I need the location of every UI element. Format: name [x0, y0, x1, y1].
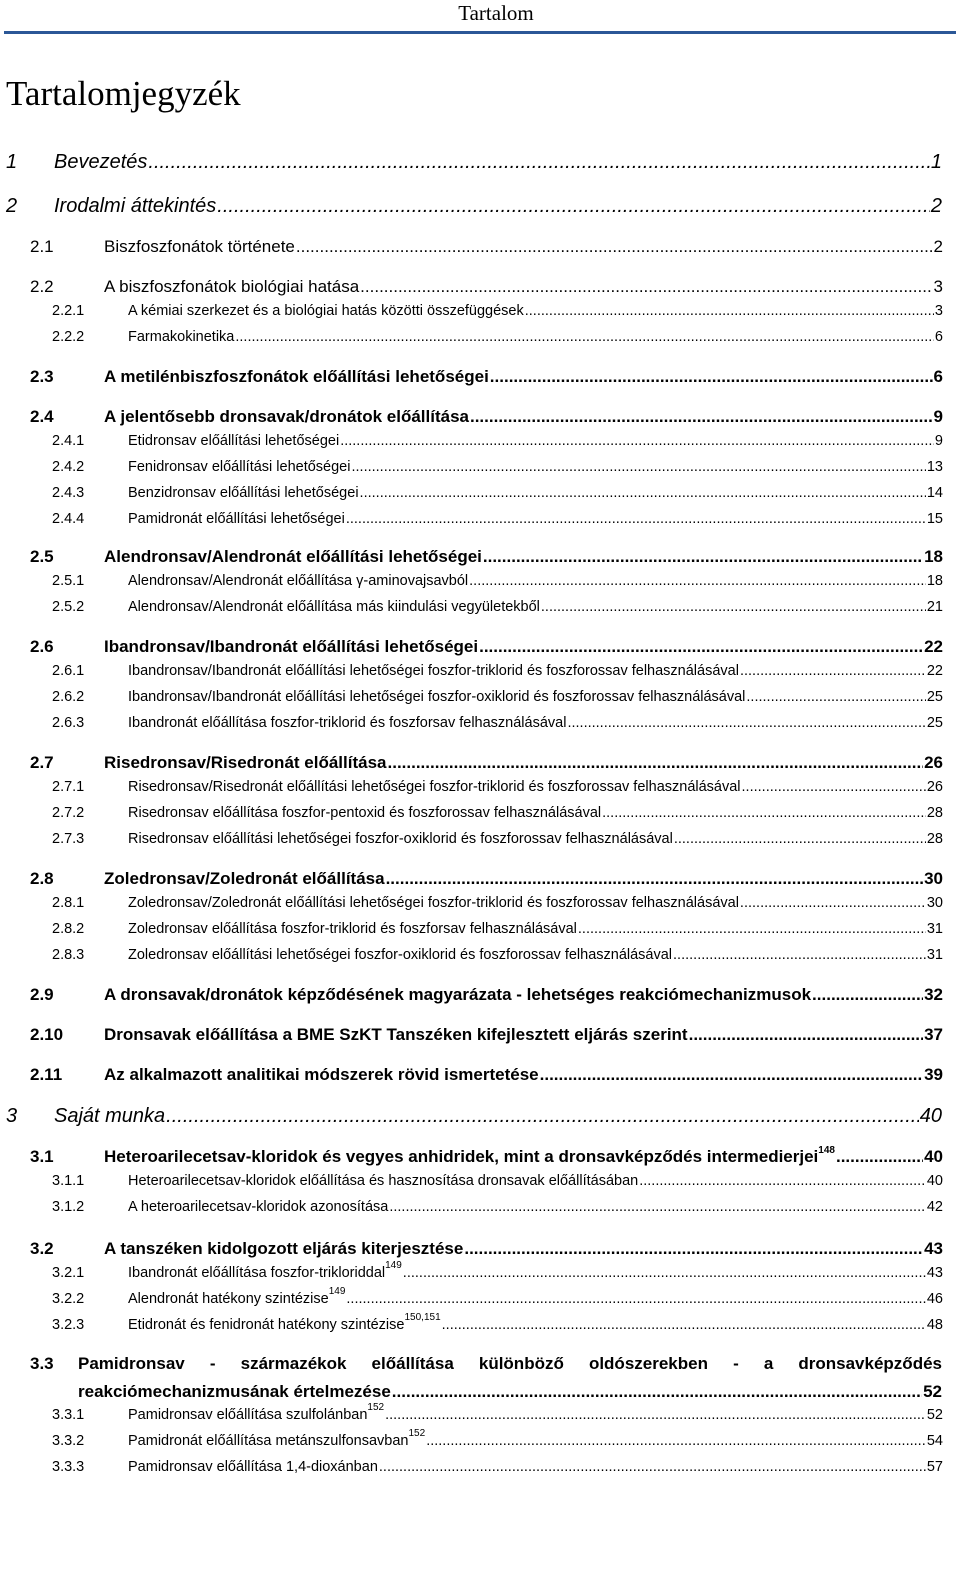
- toc-number: 3.2.3: [52, 1317, 85, 1333]
- toc-entry[interactable]: [0, 752, 960, 774]
- toc-title: Zoledronsav előállítása foszfor-triklorid és foszforsav felhasználásával: [128, 921, 577, 937]
- toc-title: Heteroarilecetsav-kloridok előállítása és hasznosítása dronsavak előállításában: [128, 1173, 639, 1189]
- toc-page-number: 1: [930, 151, 942, 173]
- toc-number: 2: [6, 195, 18, 217]
- toc-title: Risedronsav előállítási lehetőségei foszfor-oxiklorid és foszforossav felhasználásával: [128, 831, 673, 847]
- citation-superscript: 152: [408, 1428, 426, 1439]
- toc-number: 2.6.3: [52, 715, 85, 731]
- toc-entry[interactable]: [0, 406, 960, 428]
- toc-entry[interactable]: [0, 150, 960, 174]
- dot-leader: [379, 1458, 926, 1476]
- toc-page-number: 22: [924, 637, 943, 656]
- toc-title: A tanszéken kidolgozott eljárás kiterjesztése: [104, 1239, 464, 1258]
- toc-entry[interactable]: [0, 276, 960, 298]
- toc-number: 2.4.3: [52, 485, 85, 501]
- toc-page-number: 25: [926, 689, 943, 705]
- toc-number: 3.3.3: [52, 1459, 85, 1475]
- dot-leader: [340, 432, 934, 450]
- dot-leader: [386, 868, 924, 890]
- toc-entry[interactable]: [0, 1198, 960, 1216]
- toc-number: 2.5.1: [52, 573, 85, 589]
- dot-leader: [479, 636, 923, 658]
- toc-page-number: 3: [934, 303, 943, 319]
- toc-title: Risedronsav/Risedronát előállítási lehetőségei foszfor-triklorid és foszforossav felhasználásával: [128, 779, 741, 795]
- toc-number: 3.2.2: [52, 1291, 85, 1307]
- toc-entry[interactable]: [0, 894, 960, 912]
- toc-entry[interactable]: [0, 868, 960, 890]
- dot-leader: [470, 406, 933, 428]
- document-title: Tartalomjegyzék: [6, 74, 241, 113]
- toc-title: A heteroarilecetsav-kloridok azonosítása: [128, 1199, 389, 1215]
- toc-page-number: 6: [934, 329, 943, 345]
- toc-title: Pamidronsav - származékok előállítása különböző oldószerekben - a dronsavképződés: [78, 1354, 942, 1373]
- toc-title: Etidronsav előállítási lehetőségei: [128, 433, 340, 449]
- toc-entry[interactable]: [0, 920, 960, 938]
- toc-page-number: 54: [926, 1433, 943, 1449]
- toc-page-number: 37: [924, 1025, 943, 1044]
- toc-number: 2.1: [30, 237, 54, 256]
- dot-leader: [567, 714, 925, 732]
- toc-number: 3.3.2: [52, 1433, 85, 1449]
- toc-number: 2.2.1: [52, 303, 85, 319]
- dot-leader: [639, 1172, 926, 1190]
- toc-entry[interactable]: [0, 1238, 960, 1260]
- dot-leader: [389, 1198, 926, 1216]
- toc-entry[interactable]: [0, 328, 960, 346]
- toc-title: Alendronsav/Alendronát előállítása más kiindulási vegyületekből: [128, 599, 540, 615]
- toc-number: 3.1: [30, 1147, 54, 1166]
- dot-leader: [296, 236, 933, 258]
- toc-title: A biszfoszfonátok biológiai hatása: [104, 277, 360, 296]
- dot-leader: [836, 1146, 923, 1168]
- toc-title: Alendronát hatékony szintézise: [128, 1291, 329, 1307]
- toc-page-number: 28: [926, 805, 943, 821]
- dot-leader: [742, 778, 926, 796]
- dot-leader: [385, 1406, 926, 1424]
- toc-title: Saját munka: [54, 1105, 166, 1127]
- toc-title: Ibandronát előállítása foszfor-triklorid és foszforsav felhasználásával: [128, 715, 567, 731]
- toc-title: Alendronsav/Alendronát előállítása γ-aminovajsavból: [128, 573, 469, 589]
- dot-leader: [746, 688, 925, 706]
- toc-number: 2.6: [30, 637, 54, 656]
- toc-number: 2.4.4: [52, 511, 85, 527]
- toc-page-number: 28: [926, 831, 943, 847]
- toc-number: 2.11: [30, 1065, 63, 1084]
- toc-entry[interactable]: [0, 688, 960, 706]
- toc-page-number: 22: [926, 663, 943, 679]
- toc-number: 2.5: [30, 547, 54, 566]
- dot-leader: [217, 194, 930, 218]
- dot-leader: [490, 366, 933, 388]
- toc-number: 2.10: [30, 1025, 64, 1044]
- dot-leader: [148, 150, 929, 174]
- toc-number: 3: [6, 1105, 18, 1127]
- toc-page-number: 9: [934, 433, 943, 449]
- toc-page-number: 15: [926, 511, 943, 527]
- toc-number: 2.3: [30, 367, 54, 386]
- dot-leader: [740, 894, 926, 912]
- toc-title: Pamidronát előállítási lehetőségei: [128, 511, 345, 527]
- toc-title: Ibandronát előállítása foszfor-trikloriddal: [128, 1265, 386, 1281]
- toc-page-number: 2: [933, 237, 943, 256]
- toc-title: Bevezetés: [54, 151, 148, 173]
- toc-title: Risedronsav előállítása foszfor-pentoxid és foszforossav felhasználásával: [128, 805, 602, 821]
- toc-number: 2.8: [30, 869, 54, 888]
- dot-leader: [578, 920, 926, 938]
- toc-page-number: 42: [926, 1199, 943, 1215]
- dot-leader: [426, 1432, 926, 1450]
- dot-leader: [740, 662, 926, 680]
- dot-leader: [403, 1264, 926, 1282]
- toc-entry[interactable]: [0, 1260, 960, 1282]
- toc-number: 3.2.1: [52, 1265, 85, 1281]
- dot-leader: [689, 1024, 923, 1046]
- toc-number: 2.8.2: [52, 921, 85, 937]
- toc-entry[interactable]: [0, 804, 960, 822]
- citation-superscript: 149: [328, 1286, 346, 1297]
- toc-title: A metilénbiszfoszfonátok előállítási lehetőségei: [104, 367, 489, 386]
- citation-superscript: 150,151: [404, 1312, 441, 1323]
- toc-title: Ibandronsav/Ibandronát előállítási lehetőségei foszfor-triklorid és foszforossav felhasználásával: [128, 663, 739, 679]
- toc-page-number: 21: [926, 599, 943, 615]
- toc-number: 2.4: [30, 407, 54, 426]
- toc-number: 3.2: [30, 1239, 54, 1258]
- toc-page-number: 26: [926, 779, 943, 795]
- dot-leader: [540, 1064, 923, 1086]
- toc-page-number: 48: [926, 1317, 943, 1333]
- toc-entry[interactable]: [0, 432, 960, 450]
- toc-title: Zoledronsav előállítási lehetőségei foszfor-oxiklorid és foszforossav felhasználásával: [128, 947, 673, 963]
- toc-number: 2.7.2: [52, 805, 85, 821]
- toc-title: A dronsavak/dronátok képződésének magyarázata - lehetséges reakciómechanizmusok: [104, 985, 812, 1004]
- dot-leader: [392, 1382, 922, 1402]
- toc-number: 2.4.1: [52, 433, 85, 449]
- dot-leader: [483, 546, 923, 568]
- toc-entry[interactable]: [0, 662, 960, 680]
- running-header: Tartalom: [458, 1, 534, 25]
- toc-page-number: 3: [933, 277, 943, 296]
- toc-number: 3.3.1: [52, 1407, 85, 1423]
- toc-title: Zoledronsav/Zoledronát előállítási lehetőségei foszfor-triklorid és foszforossav felhasználásával: [128, 895, 739, 911]
- toc-page-number: 40: [924, 1147, 943, 1166]
- header-rule: [4, 31, 956, 34]
- dot-leader: [525, 302, 934, 320]
- dot-leader: [464, 1238, 923, 1260]
- toc-page-number: 2: [930, 195, 942, 217]
- toc-entry[interactable]: [0, 1428, 960, 1450]
- toc-page-number: 43: [924, 1239, 943, 1258]
- toc-number: 2.6.1: [52, 663, 85, 679]
- toc-title: A kémiai szerkezet és a biológiai hatás közötti összefüggések: [128, 303, 524, 319]
- toc-title: A jelentősebb dronsavak/dronátok előállítása: [104, 407, 469, 426]
- toc-entry[interactable]: [0, 984, 960, 1006]
- toc-title-continued: reakciómechanizmusának értelmezése: [78, 1382, 391, 1401]
- toc-page-number: 40: [926, 1173, 943, 1189]
- toc-number: 2.6.2: [52, 689, 85, 705]
- toc-number: 2.9: [30, 985, 54, 1004]
- toc-title: Irodalmi áttekintés: [54, 195, 217, 217]
- dot-leader: [602, 804, 926, 822]
- dot-leader: [469, 572, 926, 590]
- toc-entry[interactable]: [0, 1312, 960, 1334]
- toc-title: Alendronsav/Alendronát előállítási lehetőségei: [104, 547, 482, 566]
- dot-leader: [674, 830, 926, 848]
- citation-superscript: 148: [818, 1145, 835, 1156]
- toc-page-number: 30: [924, 869, 943, 888]
- toc-page-number: 31: [926, 947, 943, 963]
- toc-title: Az alkalmazott analitikai módszerek rövid ismertetése: [104, 1065, 539, 1084]
- dot-leader: [235, 328, 934, 346]
- toc-title: Ibandronsav/Ibandronát előállítási lehetőségei foszfor-oxiklorid és foszforossav felhasználásával: [128, 689, 746, 705]
- toc-number: 2.8.3: [52, 947, 85, 963]
- toc-page-number: 39: [924, 1065, 943, 1084]
- toc-title: Etidronát és fenidronát hatékony szintézise: [128, 1317, 405, 1333]
- toc-number: 3.1.1: [52, 1173, 85, 1189]
- toc-number: 2.5.2: [52, 599, 85, 615]
- toc-title: Benzidronsav előállítási lehetőségei: [128, 485, 359, 501]
- toc-entry[interactable]: [0, 1146, 960, 1168]
- toc-entry[interactable]: [0, 366, 960, 388]
- toc-title: Biszfoszfonátok története: [104, 237, 295, 256]
- toc-title: Risedronsav/Risedronát előállítása: [104, 753, 387, 772]
- toc-number: 1: [6, 151, 18, 173]
- toc-entry[interactable]: [0, 1024, 960, 1046]
- dot-leader: [360, 484, 926, 502]
- toc-entry[interactable]: [0, 484, 960, 502]
- dot-leader: [346, 1290, 925, 1308]
- citation-superscript: 152: [367, 1402, 385, 1413]
- toc-title: Ibandronsav/Ibandronát előállítási lehetőségei: [104, 637, 479, 656]
- toc-number: 3.1.2: [52, 1199, 85, 1215]
- toc-page-number: 9: [933, 407, 943, 426]
- toc-title: Pamidronsav előállítása 1,4-dioxánban: [128, 1459, 378, 1475]
- toc-page-number: 26: [924, 753, 943, 772]
- toc-entry[interactable]: [0, 1458, 960, 1476]
- dot-leader: [166, 1104, 919, 1128]
- dot-leader: [351, 458, 925, 476]
- toc-number: 2.2: [30, 277, 54, 296]
- toc-entry[interactable]: [0, 714, 960, 732]
- toc-entry[interactable]: [0, 458, 960, 476]
- toc-page-number: 6: [933, 367, 943, 386]
- toc-title: Pamidronát előállítása metánszulfonsavban: [128, 1433, 409, 1449]
- toc-page-number: 18: [926, 573, 943, 589]
- toc-page-number: 52: [926, 1407, 943, 1423]
- dot-leader: [442, 1316, 926, 1334]
- toc-entry[interactable]: [0, 510, 960, 528]
- dot-leader: [346, 510, 926, 528]
- toc-title: Farmakokinetika: [128, 329, 235, 345]
- toc-entry[interactable]: [0, 830, 960, 848]
- toc-title: Pamidronsav előállítása szulfolánban: [128, 1407, 368, 1423]
- toc-title: Fenidronsav előállítási lehetőségei: [128, 459, 351, 475]
- toc-page-number: 14: [926, 485, 943, 501]
- toc-page-number: 25: [926, 715, 943, 731]
- toc-page-number: 43: [926, 1265, 943, 1281]
- toc-entry[interactable]: [0, 1104, 960, 1128]
- toc-entry[interactable]: [0, 1402, 960, 1424]
- dot-leader: [673, 946, 926, 964]
- toc-number: 2.8.1: [52, 895, 85, 911]
- toc-entry[interactable]: [0, 946, 960, 964]
- toc-number: 2.7: [30, 753, 54, 772]
- toc-title: Heteroarilecetsav-kloridok és vegyes anhidridek, mint a dronsavképződés intermedierjei: [104, 1147, 819, 1166]
- toc-entry[interactable]: [0, 778, 960, 796]
- toc-entry[interactable]: [0, 1172, 960, 1190]
- toc-title: Dronsavak előállítása a BME SzKT Tanszéken kifejlesztett eljárás szerint: [104, 1025, 688, 1044]
- dot-leader: [812, 984, 923, 1006]
- toc-page-number: 40: [919, 1105, 942, 1127]
- toc-page-number: 31: [926, 921, 943, 937]
- dot-leader: [388, 752, 924, 774]
- toc-page-number: 52: [923, 1382, 942, 1401]
- toc-number: 2.2.2: [52, 329, 85, 345]
- toc-page-number: 18: [924, 547, 943, 566]
- toc-entry[interactable]: [0, 302, 960, 320]
- toc-number: 2.7.1: [52, 779, 85, 795]
- toc-entry[interactable]: [0, 1286, 960, 1308]
- toc-entry[interactable]: [0, 546, 960, 568]
- toc-page-number: 46: [926, 1291, 943, 1307]
- toc-page-number: 32: [924, 985, 943, 1004]
- toc-entry[interactable]: [0, 236, 960, 258]
- toc-page-number: 30: [926, 895, 943, 911]
- toc-number: 2.4.2: [52, 459, 85, 475]
- toc-title: Zoledronsav/Zoledronát előállítása: [104, 869, 385, 888]
- dot-leader: [541, 598, 926, 616]
- dot-leader: [360, 276, 932, 298]
- citation-superscript: 149: [385, 1260, 402, 1271]
- toc-number: 3.3: [30, 1354, 54, 1373]
- toc-page-number: 57: [926, 1459, 943, 1475]
- toc-entry[interactable]: [0, 1064, 960, 1086]
- toc-page-number: 13: [926, 459, 943, 475]
- toc-entry[interactable]: [0, 598, 960, 616]
- toc-number: 2.7.3: [52, 831, 85, 847]
- toc-entry[interactable]: [0, 572, 960, 590]
- toc-entry[interactable]: [0, 194, 960, 218]
- toc-entry[interactable]: [0, 636, 960, 658]
